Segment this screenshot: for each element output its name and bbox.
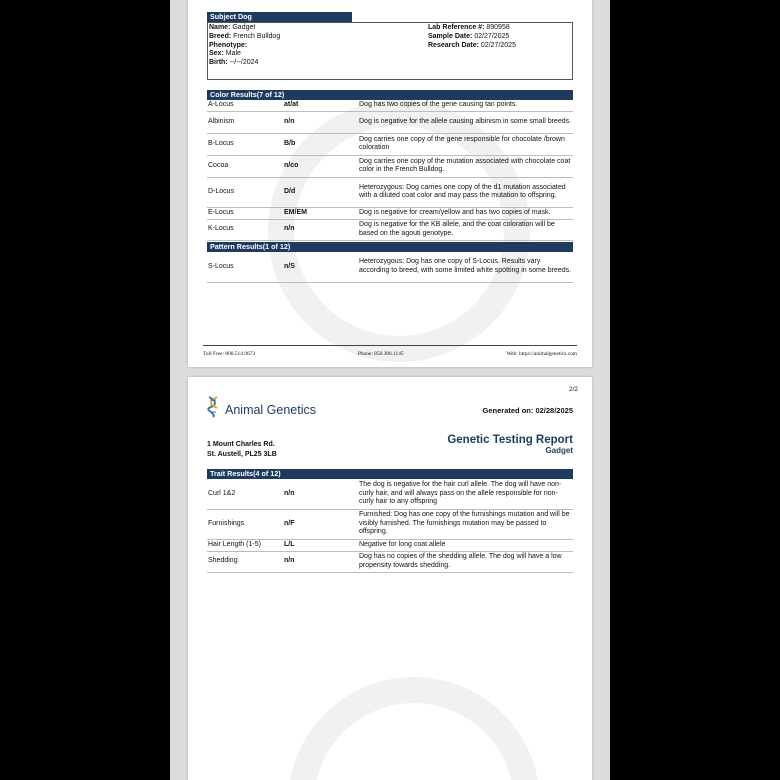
page-footer [203, 345, 577, 357]
subject-dog-box [207, 22, 573, 80]
table-row: K-Locus n/n Dog is negative for the KB allele, and the coat coloration will be based on the agouti genotype. [207, 219, 573, 240]
name-field: Name: Gadget [209, 24, 256, 31]
pattern-results-table [207, 252, 573, 284]
subject-dog-header: Subject Dog [207, 12, 352, 22]
breed-field: Breed: French Bulldog [209, 32, 281, 40]
trait-results-table [207, 479, 573, 573]
document-viewer[interactable] [170, 0, 610, 780]
trait-results-header: Trait Results(4 of 12) [207, 469, 573, 479]
sex-field: Sex: Male [209, 50, 241, 58]
color-results-table [207, 100, 573, 241]
phenotype-field: Phenotype: [209, 41, 248, 49]
report-page-2 [188, 377, 592, 780]
table-row: Furnishings n/F Furnished: Dog has one copy of the furnishings mutation and will be visibly furnished. The furnishings mutation may be passed to offspring. [207, 509, 573, 539]
table-row: B-Locus B/b Dog carries one copy of the gene responsible for chocolate /brown coloration [207, 133, 573, 155]
table-row: D-Locus D/d Heterozygous: Dog carries one copy of the d1 mutation associated with a diluted coat color and may pass the mutation to offspring. [207, 177, 573, 207]
footer-phone: Phone: 850.386.1145 [357, 351, 404, 357]
table-row: Curl 1&2 n/n The dog is negative for the hair curl allele. The dog will have non-curly hair, and will always pass on the allele responsible for non-curly hair to any offspring [207, 479, 573, 509]
lab-reference-field: Lab Reference #: 890958 [428, 24, 510, 31]
logo-text: Animal Genetics [225, 402, 317, 417]
sample-date-field: Sample Date: 02/27/2025 [428, 32, 510, 40]
table-row: Hair Length (1-5) L/L Negative for long coat allele [207, 539, 573, 551]
dna-helix-icon [207, 395, 219, 424]
pattern-results-header: Pattern Results(1 of 12) [207, 242, 573, 252]
table-row: S-Locus n/S Heterozygous: Dog has one copy of S-Locus. Results vary according to breed, with some limited white spotting in some breeds. [207, 252, 573, 283]
research-date-field: Research Date: 02/27/2025 [428, 41, 516, 49]
table-row: Cocoa n/co Dog carries one copy of the mutation associated with chocolate coat color in the French Bulldog. [207, 155, 573, 177]
watermark [288, 677, 540, 780]
footer-web: Web: https://animalgenetics.com [506, 351, 577, 357]
report-subject-name: Gadget [545, 446, 573, 455]
report-title: Genetic Testing Report [447, 434, 573, 446]
table-row: A-Locus at/at Dog has two copies of the gene causing tan points. [207, 100, 573, 111]
company-logo [207, 395, 316, 424]
table-row: E-Locus EM/EM Dog is negative for cream/yellow and has two copies of mask. [207, 207, 573, 219]
table-row: Albinism n/n Dog is negative for the allele causing albinism in some small breeds. [207, 111, 573, 133]
table-row: Shedding n/n Dog has no copies of the shedding allele. The dog will have a low propensity towards shedding. [207, 551, 573, 572]
report-page-1 [188, 0, 592, 367]
footer-toll-free: Toll Free: 800.514.9672 [203, 351, 256, 357]
color-results-header: Color Results(7 of 12) [207, 90, 573, 100]
report-title-block [447, 434, 573, 455]
page-number: 2/2 [568, 386, 578, 393]
birth-field: Birth: --/--/2024 [209, 59, 259, 66]
lab-address: 1 Mount Charles Rd. St. Austell, PL25 3LB [207, 441, 277, 458]
generated-date: Generated on: 02/28/2025 [482, 406, 573, 415]
